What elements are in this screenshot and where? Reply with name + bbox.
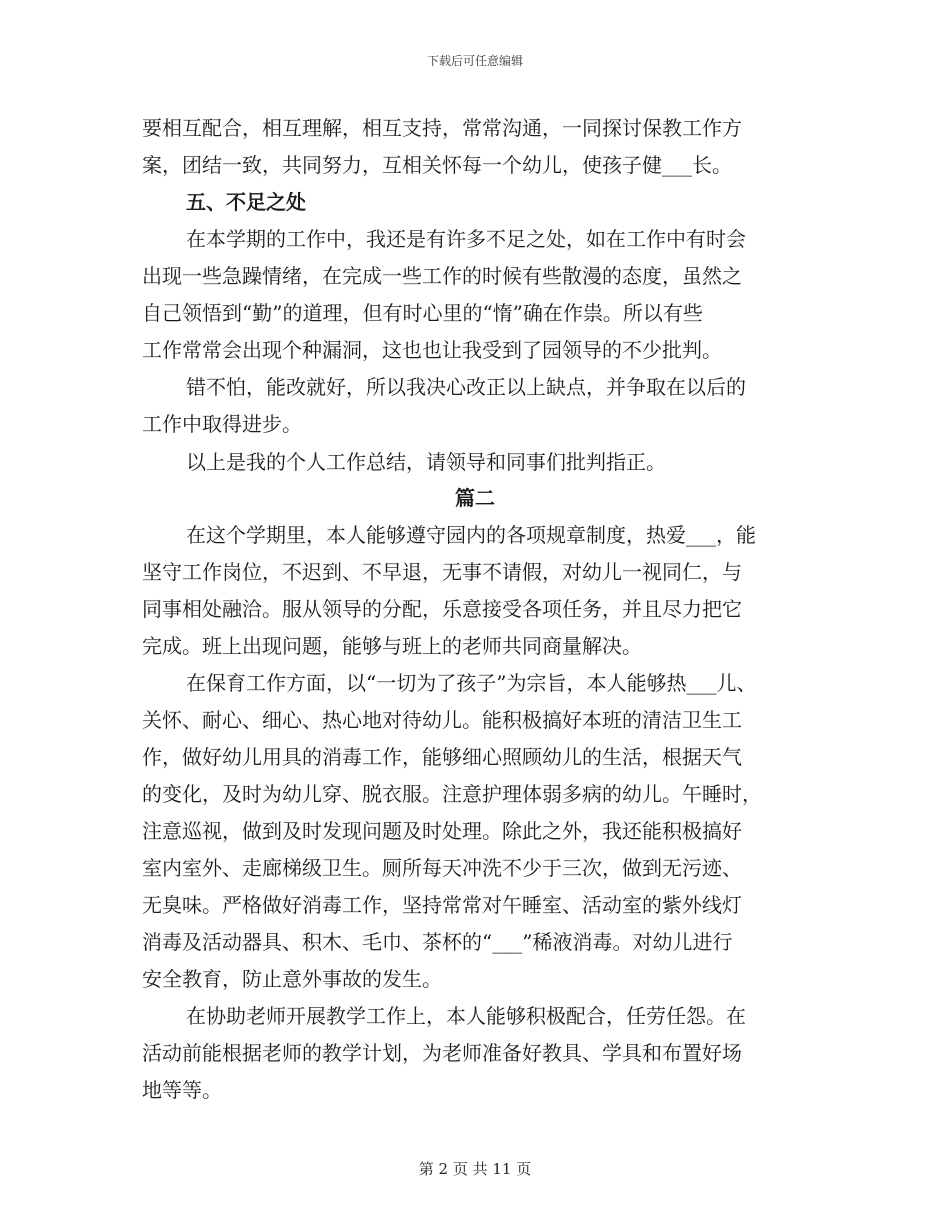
paragraph-line: 活动前能根据老师的教学计划，为老师准备好教具、学具和布置好场 <box>142 1041 742 1065</box>
paragraph-line: 案，团结一致，共同努力，互相关怀每一个幼儿，使孩子健___长。 <box>142 153 732 177</box>
paragraph-line: 安全教育，防止意外事故的发生。 <box>142 967 442 991</box>
paragraph-line: 无臭味。严格做好消毒工作，坚持常常对午睡室、活动室的紫外线灯 <box>142 893 742 917</box>
paragraph-line: 消毒及活动器具、积木、毛巾、茶杯的“___”稀液消毒。对幼儿进行 <box>142 930 733 954</box>
paragraph-line: 关怀、耐心、细心、热心地对待幼儿。能积极搞好本班的清洁卫生工 <box>142 708 742 732</box>
paragraph-line: 在本学期的工作中，我还是有许多不足之处，如在工作中有时会 <box>186 227 746 251</box>
paragraph-line: 在保育工作方面，以“一切为了孩子”为宗旨，本人能够热___儿、 <box>186 671 757 695</box>
paragraph-line: 出现一些急躁情绪，在完成一些工作的时候有些散漫的态度，虽然之 <box>142 264 742 288</box>
page-header: 下载后可任意编辑 <box>426 54 523 68</box>
paragraph-line: 工作中取得进步。 <box>142 412 302 436</box>
paragraph-line: 作，做好幼儿用具的消毒工作，能够细心照顾幼儿的生活，根据天气 <box>142 745 742 769</box>
paragraph-line: 的变化，及时为幼儿穿、脱衣服。注意护理体弱多病的幼儿。午睡时， <box>142 782 762 806</box>
paragraph-line: 地等等。 <box>142 1078 222 1102</box>
page-footer: 第 2 页 共 11 页 <box>418 1160 532 1178</box>
paragraph-line: 错不怕，能改就好，所以我决心改正以上缺点，并争取在以后的 <box>186 375 746 399</box>
paragraph-line: 要相互配合，相互理解，相互支持，常常沟通，一同探讨保教工作方 <box>142 116 742 140</box>
paragraph-line: 坚守工作岗位，不迟到、不早退，无事不请假，对幼儿一视同仁，与 <box>142 560 742 584</box>
paragraph-line: 自己领悟到“勤”的道理，但有时心里的“惰”确在作祟。所以有些 <box>142 301 703 325</box>
paragraph-line: 注意巡视，做到及时发现问题及时处理。除此之外，我还能积极搞好 <box>142 819 742 843</box>
part-title: 篇二 <box>455 486 495 510</box>
paragraph-line: 在协助老师开展教学工作上，本人能够积极配合，任劳任怨。在 <box>186 1004 746 1028</box>
paragraph-line: 以上是我的个人工作总结，请领导和同事们批判指正。 <box>186 450 666 474</box>
section-heading: 五、不足之处 <box>186 190 306 214</box>
paragraph-line: 完成。班上出现问题，能够与班上的老师共同商量解决。 <box>142 634 642 658</box>
paragraph-line: 室内室外、走廊梯级卫生。厕所每天冲洗不少于三次，做到无污迹、 <box>142 856 742 880</box>
paragraph-line: 在这个学期里，本人能够遵守园内的各项规章制度，热爱___，能 <box>186 523 756 547</box>
paragraph-line: 工作常常会出现个种漏洞，这也也让我受到了园领导的不少批判。 <box>142 338 722 362</box>
paragraph-line: 同事相处融洽。服从领导的分配，乐意接受各项任务，并且尽力把它 <box>142 597 742 621</box>
